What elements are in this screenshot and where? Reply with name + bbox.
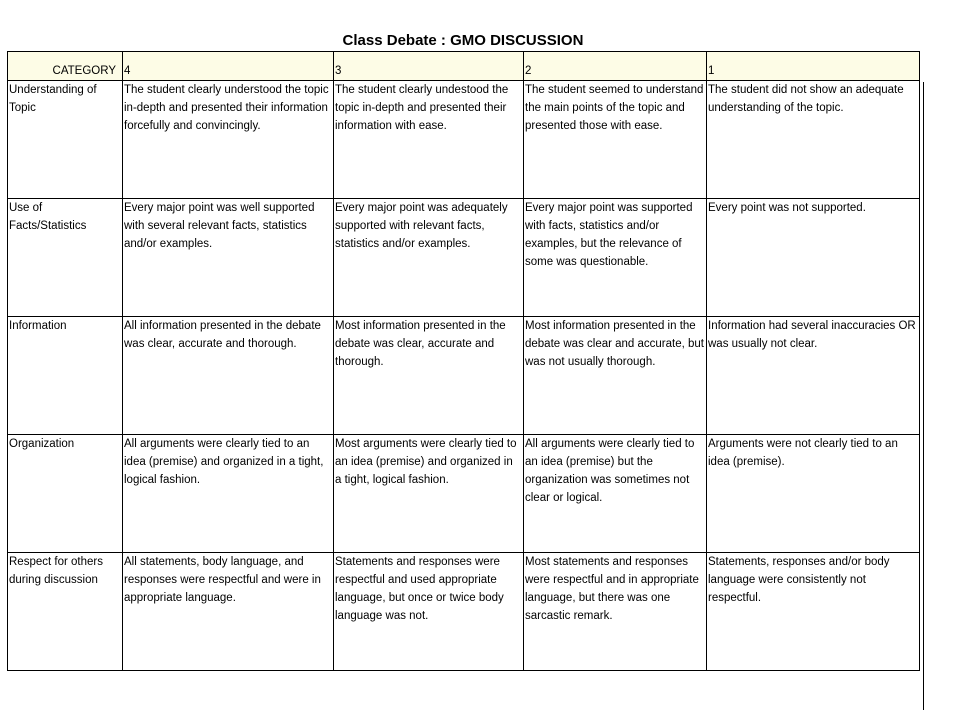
header-score-3: 3: [334, 52, 524, 81]
score-3-cell: Statements and responses were respectful and used appropriate language, but once or twice body language was not.: [334, 553, 524, 671]
category-cell: Respect for others during discussion: [8, 553, 123, 671]
score-1-cell: The student did not show an adequate understanding of the topic.: [707, 81, 920, 199]
score-2-cell: The student seemed to understand the main points of the topic and presented those with ease.: [524, 81, 707, 199]
score-1-cell: Arguments were not clearly tied to an idea (premise).: [707, 435, 920, 553]
score-1-cell: Every point was not supported.: [707, 199, 920, 317]
score-1-cell: Information had several inaccuracies OR was usually not clear.: [707, 317, 920, 435]
score-4-cell: All information presented in the debate was clear, accurate and thorough.: [123, 317, 334, 435]
score-3-cell: Every major point was adequately supported with relevant facts, statistics and/or examples.: [334, 199, 524, 317]
header-score-1: 1: [707, 52, 920, 81]
table-row: [8, 317, 920, 435]
score-4-cell: Every major point was well supported with several relevant facts, statistics and/or examples.: [123, 199, 334, 317]
rubric-table: [7, 51, 920, 671]
category-cell: Organization: [8, 435, 123, 553]
score-3-cell: Most arguments were clearly tied to an idea (premise) and organized in a tight, logical fashion.: [334, 435, 524, 553]
table-row: [8, 81, 920, 199]
score-2-cell: Every major point was supported with facts, statistics and/or examples, but the relevance of some was questionable.: [524, 199, 707, 317]
score-2-cell: All arguments were clearly tied to an idea (premise) but the organization was sometimes not clear or logical.: [524, 435, 707, 553]
category-cell: Understanding of Topic: [8, 81, 123, 199]
score-4-cell: The student clearly understood the topic in-depth and presented their information forcefully and convincingly.: [123, 81, 334, 199]
table-row: [8, 553, 920, 671]
category-cell: Use of Facts/Statistics: [8, 199, 123, 317]
header-score-4: 4: [123, 52, 334, 81]
score-3-cell: The student clearly undestood the topic in-depth and presented their information with ease.: [334, 81, 524, 199]
score-4-cell: All arguments were clearly tied to an idea (premise) and organized in a tight, logical fashion.: [123, 435, 334, 553]
header-score-2: 2: [524, 52, 707, 81]
score-2-cell: Most statements and responses were respectful and in appropriate language, but there was one sarcastic remark.: [524, 553, 707, 671]
score-4-cell: All statements, body language, and responses were respectful and were in appropriate language.: [123, 553, 334, 671]
table-row: [8, 435, 920, 553]
page-edge-line: [923, 82, 924, 710]
document-title: Class Debate : GMO DISCUSSION: [342, 32, 584, 49]
header-category: CATEGORY: [8, 52, 123, 81]
category-cell: Information: [8, 317, 123, 435]
table-header-row: [8, 52, 920, 81]
score-2-cell: Most information presented in the debate was clear and accurate, but was not usually thorough.: [524, 317, 707, 435]
score-3-cell: Most information presented in the debate was clear, accurate and thorough.: [334, 317, 524, 435]
table-row: [8, 199, 920, 317]
score-1-cell: Statements, responses and/or body language were consistently not respectful.: [707, 553, 920, 671]
